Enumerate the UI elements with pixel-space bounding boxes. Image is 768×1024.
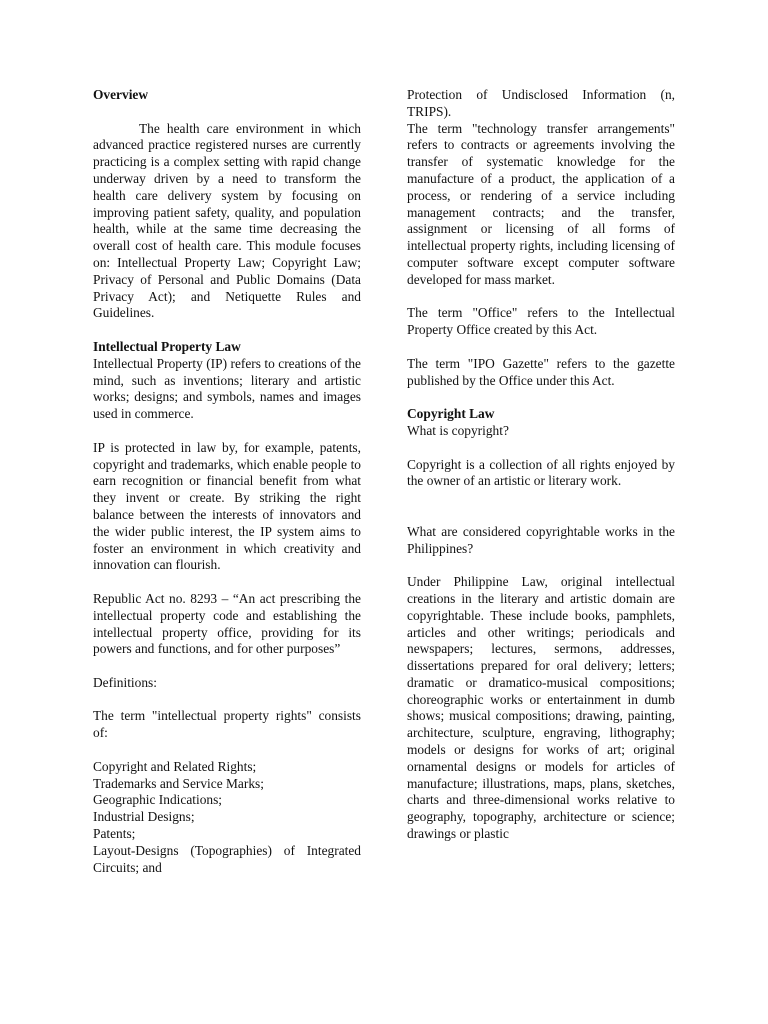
- republic-act-paragraph: Republic Act no. 8293 – “An act prescribing the intellectual property code and establishing the intellectual property office, providing for its powers and functions, and for other purposes”: [93, 590, 361, 657]
- ipr-item: Copyright and Related Rights;: [93, 758, 257, 774]
- left-column: [93, 87, 361, 876]
- gazette-definition: The term "IPO Gazette" refers to the gazette published by the Office under this Act.: [407, 355, 675, 388]
- what-is-copyright: What is copyright?: [407, 422, 509, 438]
- ip-paragraph-2: IP is protected in law by, for example, patents, copyright and trademarks, which enable people to earn recognition or financial benefit from what they invent or create. By striking the right balance between the interests of innovators and the wider public interest, the IP system aims to foster an environment in which creativity and innovation can flourish.: [93, 439, 361, 573]
- ip-heading: Intellectual Property Law: [93, 338, 241, 354]
- ip-paragraph-1: Intellectual Property (IP) refers to creations of the mind, such as inventions; literary and artistic works; designs; and symbols, names and images used in commerce.: [93, 355, 361, 422]
- copyrightable-works-answer: Under Philippine Law, original intellectual creations in the literary and artistic domain are copyrightable. These include books, pamphlets, articles and other writings; periodicals and newspapers; lectures, sermons, addresses, dissertations prepared for oral delivery; letters; dramatic or dramatico-musical compositions; choreographic works or entertainment in dumb shows; musical compositions; drawing, painting, architecture, sculpture, engraving, lithography; models or designs for works of art; original ornamental designs or models for articles of manufacture; illustrations, maps, plans, sketches, charts and three-dimensional works relative to geography, topography, architecture or science; drawings or plastic: [407, 574, 675, 842]
- ipr-intro: The term "intellectual property rights" consists of:: [93, 708, 361, 741]
- ipr-item: Geographic Indications;: [93, 792, 223, 808]
- trips-paragraph: Protection of Undisclosed Information (n, TRIPS).: [407, 87, 675, 119]
- technology-transfer-paragraph: The term "technology transfer arrangements" refers to contracts or agreements involving the transfer of systematic knowledge for the manufacture of a product, the application of a process, or rendering of a service including management contracts; and the transfer, assignment or licensing of all forms of intellectual property rights, including licensing of computer software except computer software developed for mass market.: [407, 120, 675, 287]
- definitions-label: Definitions:: [93, 674, 157, 690]
- office-definition: The term "Office" refers to the Intellectual Property Office created by this Act.: [407, 305, 675, 338]
- overview-heading: Overview: [93, 87, 149, 102]
- right-column: [407, 87, 675, 843]
- ipr-item: Industrial Designs;: [93, 809, 195, 825]
- ipr-item: Layout-Designs (Topographies) of Integrated Circuits; and: [93, 842, 361, 875]
- copyrightable-works-question: What are considered copyrightable works in the Philippines?: [407, 523, 675, 556]
- ipr-item: Patents;: [93, 826, 136, 842]
- copyright-heading: Copyright Law: [407, 406, 495, 422]
- copyright-definition: Copyright is a collection of all rights enjoyed by the owner of an artistic or literary work.: [407, 456, 675, 489]
- ipr-item: Trademarks and Service Marks;: [93, 775, 264, 791]
- overview-paragraph: The health care environment in which advanced practice registered nurses are currently practicing is a complex setting with rapid change underway driven by a need to transform the health care delivery system by focusing on improving patient safety, quality, and population health, while at the same time decreasing the overall cost of health care. This module focuses on: Intellectual Property Law; Copyright Law; Privacy of Personal and Public Domains (Data Privacy Act); and Netiquette Rules and Guidelines.: [93, 120, 361, 321]
